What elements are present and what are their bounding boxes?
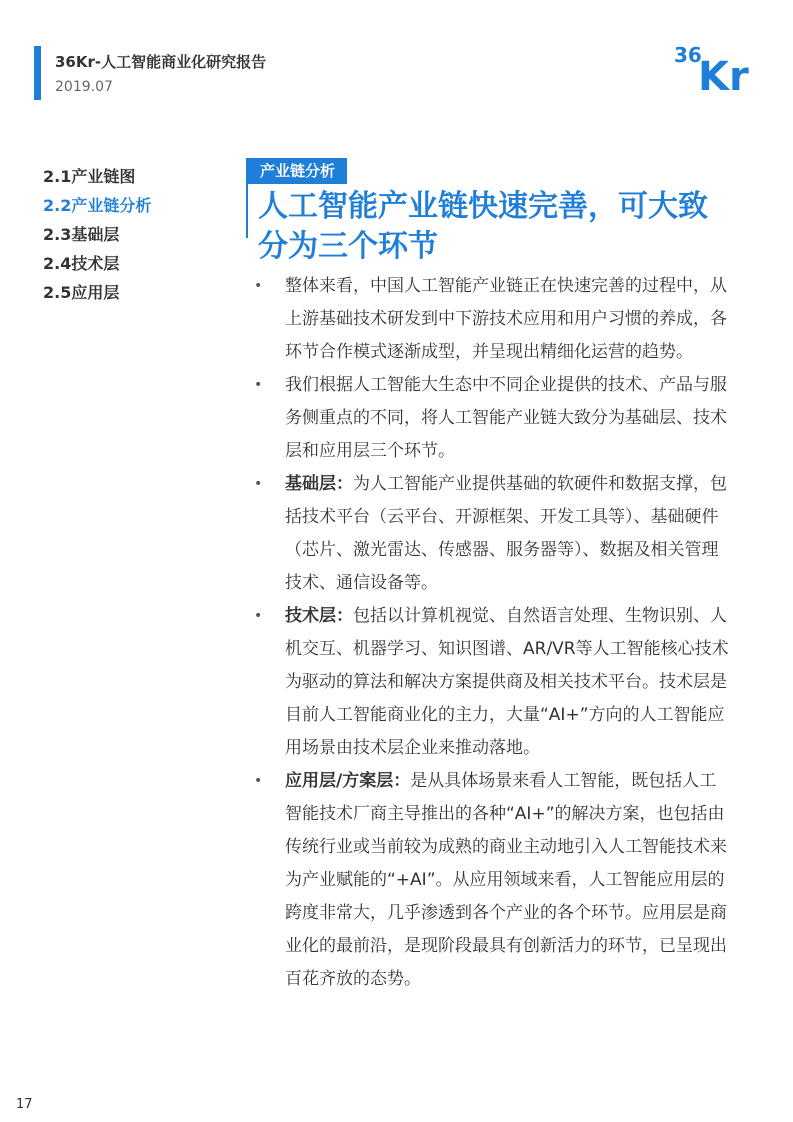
bullet-text: 为人工智能产业提供基础的软硬件和数据支撑，包括技术平台（云平台、开源框架、开发工具等）、基础硬件（芯片、激光雷达、传感器、服务器等）、数据及相关管理技术、通信设备等。 [285, 474, 727, 593]
logo-letters: Kr [698, 54, 749, 96]
bullet-term: 技术层： [285, 606, 353, 626]
36kr-logo [672, 40, 768, 96]
page-number: 17 [16, 1097, 33, 1112]
list-item [252, 600, 732, 765]
list-item [252, 270, 732, 369]
table-of-contents [43, 162, 151, 307]
bullet-dot: • [254, 476, 263, 492]
list-item [252, 765, 732, 996]
list-item [252, 369, 732, 468]
bullet-dot: • [254, 608, 263, 624]
bullet-dot: • [254, 773, 263, 789]
logo-digits: 36 [674, 43, 702, 67]
toc-item[interactable]: 2.4技术层 [43, 254, 120, 273]
bullet-dot: • [254, 278, 263, 294]
toc-item[interactable]: 2.2产业链分析 [43, 196, 152, 215]
toc-item[interactable]: 2.5应用层 [43, 283, 120, 302]
bullet-dot: • [254, 377, 263, 393]
header-accent-bar [34, 46, 41, 100]
section-tag: 产业链分析 [248, 158, 347, 184]
bullet-term: 应用层/方案层： [285, 771, 411, 791]
report-title: 36Kr-人工智能商业化研究报告 [55, 53, 267, 71]
list-item [252, 468, 732, 600]
bullet-list [252, 270, 732, 996]
bullet-term: 基础层： [285, 474, 353, 494]
toc-item[interactable]: 2.1产业链图 [43, 167, 136, 186]
bullet-text: 整体来看，中国人工智能产业链正在快速完善的过程中，从上游基础技术研发到中下游技术应用和用户习惯的养成，各环节合作模式逐渐成型，并呈现出精细化运营的趋势。 [285, 276, 727, 362]
toc-item[interactable]: 2.3基础层 [43, 225, 120, 244]
bullet-text: 我们根据人工智能大生态中不同企业提供的技术、产品与服务侧重点的不同，将人工智能产业链大致分为基础层、技术层和应用层三个环节。 [285, 375, 727, 461]
bullet-text: 是从具体场景来看人工智能，既包括人工智能技术厂商主导推出的各种“AI+”的解决方案，也包括由传统行业或当前较为成熟的商业主动地引入人工智能技术来为产业赋能的“+AI”。从应用领域来看，人工智能应用层的跨度非常大，几乎渗透到各个产业的各个环节。应用层是商业化的最前沿，是现阶段最具有创新活力的环节，已呈现出百花齐放的态势。 [285, 771, 727, 989]
page-headline: 人工智能产业链快速完善，可大致分为三个环节 [258, 189, 708, 264]
bullet-text: 包括以计算机视觉、自然语言处理、生物识别、人机交互、机器学习、知识图谱、AR/VR等人工智能核心技术为驱动的算法和解决方案提供商及相关技术平台。技术层是目前人工智能商业化的主力，大量“AI+”方向的人工智能应用场景由技术层企业来推动落地。 [285, 606, 729, 758]
report-date: 2019.07 [55, 79, 113, 95]
